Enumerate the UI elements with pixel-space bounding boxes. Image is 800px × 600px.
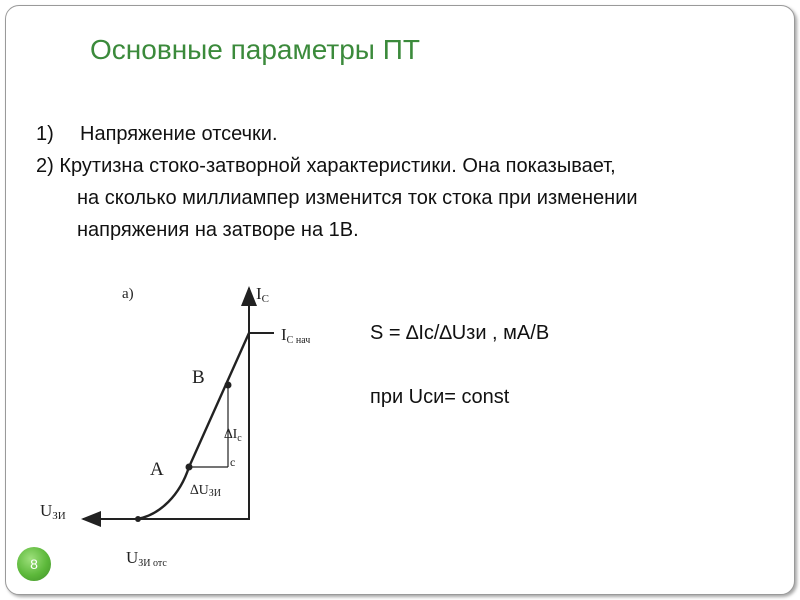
slide-title: Основные параметры ПТ (90, 34, 420, 65)
list-item-text: Напряжение отсечки. (80, 123, 278, 145)
y-axis-label: IC (256, 284, 270, 305)
point-a-label: A (150, 459, 164, 480)
list-item-line: напряжения на затворе на 1В. (77, 219, 359, 241)
delta-ic-label: $\Delta I_c$ (224, 427, 242, 444)
page-number-badge (17, 547, 51, 581)
ic-start-label: IC нач (281, 325, 311, 346)
point-b-marker (225, 382, 232, 389)
list-item-number: 1) (36, 123, 54, 145)
transconductance-formula: S = ∆Ic/∆Uзи , мА/В (370, 322, 550, 344)
point-a-marker (186, 464, 193, 471)
cutoff-voltage-label: UЗИ отс (126, 548, 167, 569)
cutoff-point-marker (135, 516, 141, 522)
point-c-label: с (230, 455, 236, 469)
constant-condition: при Uси= const (370, 386, 510, 408)
list-item-number: 2) (36, 155, 54, 177)
panel-label: а) (122, 286, 134, 302)
delta-uzi-label: ∆UЗИ (190, 483, 221, 499)
list-item-line: на сколько миллиампер изменится ток стока при изменении (77, 187, 638, 209)
page-number: 8 (30, 556, 38, 572)
list-item-line: Крутизна стоко-затворной характеристики. Она показывает, (59, 155, 616, 177)
x-axis-label: UЗИ (40, 501, 66, 522)
point-b-label: B (192, 367, 205, 388)
